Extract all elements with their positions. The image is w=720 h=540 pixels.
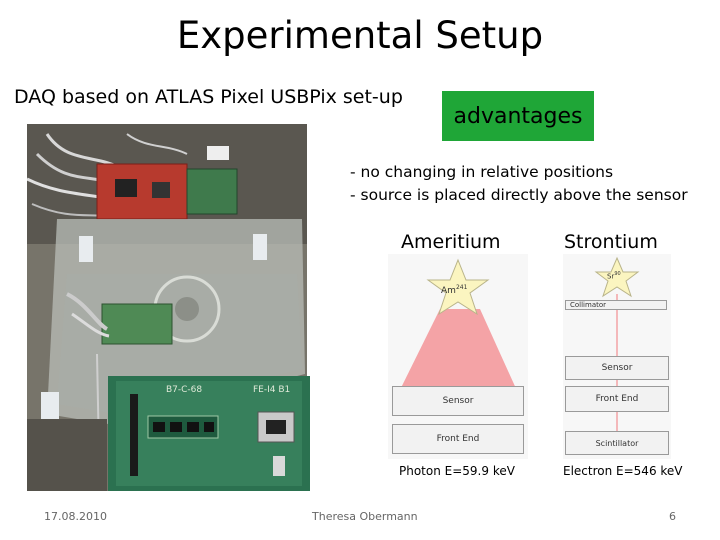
americium-symbol: Am — [441, 286, 456, 296]
strontium-label: Strontium — [564, 231, 658, 253]
americium-layer-frontend: Front End — [392, 424, 524, 454]
strontium-star-label — [607, 271, 621, 280]
strontium-symbol: Sr — [607, 272, 615, 281]
footer-date: 17.08.2010 — [44, 510, 107, 523]
footer-author: Theresa Obermann — [312, 510, 418, 523]
frontend-board-graphic — [108, 376, 310, 491]
strontium-layer-scintillator: Scintillator — [565, 431, 669, 455]
slide-title: Experimental Setup — [176, 14, 544, 57]
footer-page-number: 6 — [669, 510, 676, 523]
advantages-box — [442, 91, 594, 141]
board-silkscreen: B7-C-68 — [166, 385, 203, 395]
bullet-relative-positions: - no changing in relative positions — [350, 163, 614, 181]
strontium-layer-frontend: Front End — [565, 386, 669, 412]
americium-star-label — [441, 284, 467, 296]
americium-isotope: 241 — [455, 284, 468, 291]
bullet-source-position: - source is placed directly above the sensor — [350, 186, 688, 204]
americium-layer-sensor: Sensor — [392, 386, 524, 416]
strontium-isotope: 90 — [614, 271, 621, 277]
americium-caption: Photon E=59.9 keV — [399, 464, 515, 478]
advantages-label: advantages — [453, 103, 583, 129]
strontium-caption: Electron E=546 keV — [563, 464, 683, 478]
slide-subtitle: DAQ based on ATLAS Pixel USBPix set-up — [14, 86, 403, 108]
strontium-diagram — [563, 254, 671, 459]
board-silkscreen-2: FE-I4 B1 — [253, 385, 291, 395]
strontium-layer-collimator: Collimator — [565, 300, 667, 310]
strontium-layer-sensor: Sensor — [565, 356, 669, 380]
frontend-board-photo — [108, 376, 310, 491]
americium-diagram — [388, 254, 528, 459]
americium-label: Ameritium — [401, 231, 501, 253]
